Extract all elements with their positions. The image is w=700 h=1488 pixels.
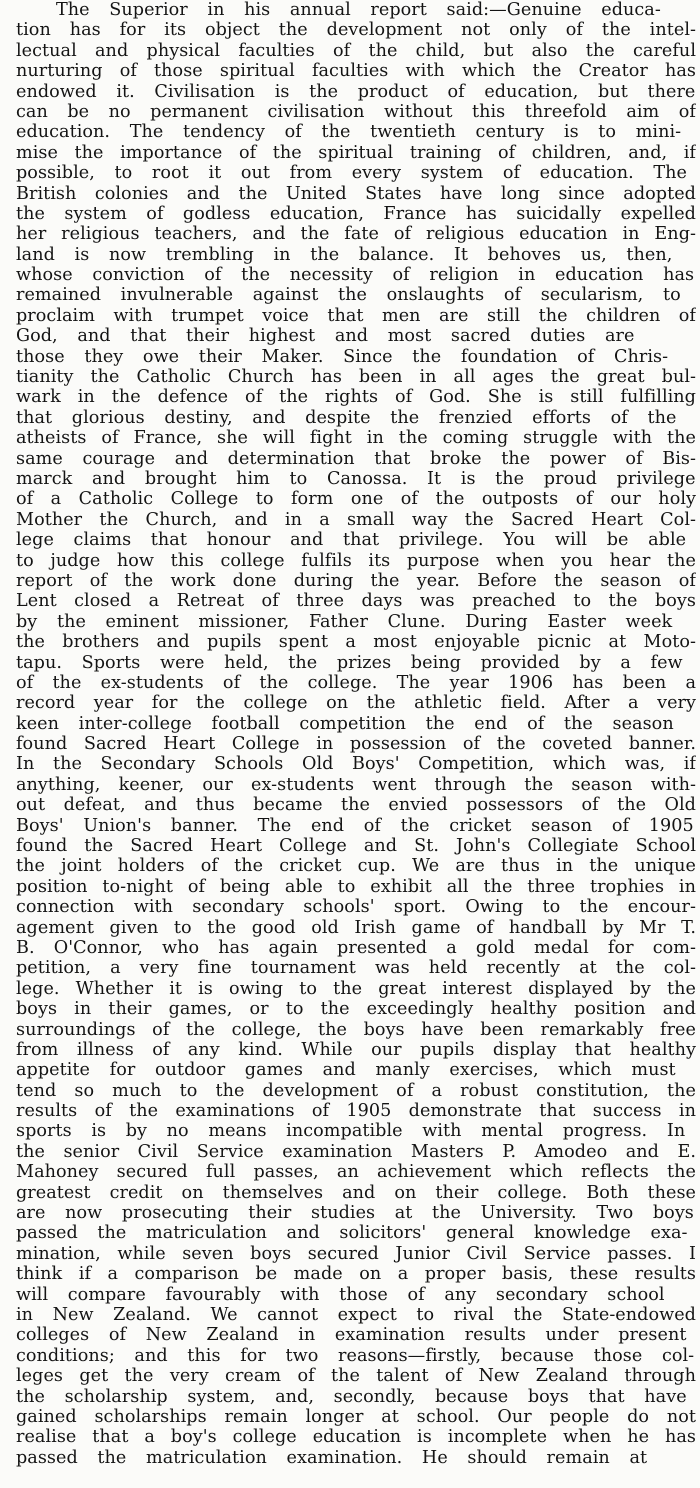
article-line: agement given to the good old Irish game of handball by Mr T. [16, 917, 696, 938]
article-column [16, 0, 696, 1468]
article-line: possible, to root it out from every system of education. The [16, 163, 687, 184]
article-line: colleges of New Zealand in examination results under present [16, 1325, 687, 1346]
article-line: the joint holders of the cricket cup. We are thus in the unique [16, 856, 696, 877]
article-line: lectual and physical faculties of the child, but also the careful [16, 40, 696, 61]
article-line: the scholarship system, and, secondly, because boys that have [16, 1386, 687, 1407]
article-line: out defeat, and thus became the envied possessors of the Old [16, 795, 696, 816]
article-line: mise the importance of the spiritual training of children, and, if [16, 142, 696, 163]
article-line: appetite for outdoor games and manly exercises, which must [16, 1060, 676, 1081]
article-line: Lent closed a Retreat of three days was preached to the boys [16, 591, 696, 612]
article-line: anything, keener, our ex-students went through the season with- [16, 774, 696, 795]
article-line: that glorious destiny, and despite the frenzied efforts of the [16, 407, 677, 428]
article-line: think if a comparison be made on a proper basis, these results [16, 1264, 696, 1285]
article-line: keen inter-college football competition the end of the season [16, 713, 674, 734]
article-line: passed the matriculation and solicitors' general knowledge exa- [16, 1223, 688, 1244]
article-line: B. O'Connor, who has again presented a gold medal for com- [16, 937, 696, 958]
article-line: gained scholarships remain longer at school. Our people do not [16, 1406, 696, 1427]
article-line: found Sacred Heart College in possession of the coveted banner. [16, 734, 696, 755]
article-line: Boys' Union's banner. The end of the cricket season of 1905 [16, 815, 694, 836]
article-line: British colonies and the United States have long since adopted [16, 183, 696, 204]
article-line: the senior Civil Service examination Masters P. Amodeo and E. [16, 1141, 696, 1162]
article-line: the brothers and pupils spent a most enjoyable picnic at Moto- [16, 632, 696, 653]
article-line: conditions; and this for two reasons—firstly, because those col- [16, 1345, 695, 1366]
article-line: realise that a boy's college education is incomplete when he has [16, 1427, 696, 1448]
article-line: her religious teachers, and the fate of religious education in Eng- [16, 224, 696, 245]
article-line: record year for the college on the athletic field. After a very [16, 693, 696, 714]
article-line: found the Sacred Heart College and St. John's Collegiate School [16, 836, 696, 857]
article-line: The Superior in his annual report said:—Genuine educa- [56, 0, 661, 20]
article-line: Mother the Church, and in a small way the Sacred Heart Col- [16, 509, 696, 530]
article-line: those they owe their Maker. Since the foundation of Chris- [16, 346, 669, 367]
article-line: wark in the defence of the rights of God. She is still fulfilling [16, 387, 696, 408]
article-line: of a Catholic College to form one of the outposts of our holy [16, 489, 696, 510]
article-line: marck and brought him to Canossa. It is the proud privilege [16, 468, 696, 489]
article-line: results of the examinations of 1905 demonstrate that success in [16, 1101, 696, 1122]
article-line: remained invulnerable against the onslaughts of secularism, to [16, 285, 681, 306]
article-line: In the Secondary Schools Old Boys' Competition, which was, if [16, 754, 696, 775]
article-line: will compare favourably with those of any secondary school [16, 1284, 665, 1305]
article-line: report of the work done during the year. Before the season of [16, 570, 696, 591]
article-line: are now prosecuting their studies at the University. Two boys [16, 1203, 694, 1224]
article-line: same courage and determination that broke the power of Bis- [16, 448, 696, 469]
article-line: Mahoney secured full passes, an achievement which reflects the [16, 1162, 696, 1183]
article-line: from illness of any kind. While our pupils display that healthy [16, 1039, 696, 1060]
article-line: by the eminent missioner, Father Clune. During Easter week [16, 611, 673, 632]
article-line: land is now trembling in the balance. It behoves us, then, [16, 244, 673, 265]
article-line: atheists of France, she will fight in the coming struggle with the [16, 428, 696, 449]
article-line: lege claims that honour and that privilege. You will be able [16, 530, 687, 551]
article-line: mination, while seven boys secured Junior Civil Service passes. I [16, 1243, 696, 1264]
article-line: leges get the very cream of the talent of New Zealand through [16, 1366, 696, 1387]
article-line: whose conviction of the necessity of religion in education has [16, 265, 695, 286]
article-line: tend so much to the development of a robust constitution, the [16, 1080, 696, 1101]
article-line: position to-night of being able to exhibit all the three trophies in [16, 876, 696, 897]
article-line: endowed it. Civilisation is the product of education, but there [16, 81, 696, 102]
article-line: the system of godless education, France has suicidally expelled [16, 203, 696, 224]
article-line: of the ex-students of the college. The year 1906 has been a [16, 672, 696, 693]
article-line: petition, a very fine tournament was held recently at the col- [16, 958, 696, 979]
article-line: sports is by no means incompatible with mental progress. In [16, 1121, 686, 1142]
article-line: God, and that their highest and most sacred duties are [16, 326, 635, 347]
article-line: can be no permanent civilisation without this threefold aim of [16, 101, 696, 122]
article-line: surroundings of the college, the boys have been remarkably free [16, 1019, 696, 1040]
article-line: lege. Whether it is owing to the great interest displayed by the [16, 978, 696, 999]
article-line: boys in their games, or to the exceedingly healthy position and [16, 999, 696, 1020]
article-line: passed the matriculation examination. He should remain at [16, 1447, 648, 1468]
article-line: tapu. Sports were held, the prizes being provided by a few [16, 652, 683, 673]
article-line: to judge how this college fulfils its purpose when you hear the [16, 550, 696, 571]
article-line: education. The tendency of the twentieth century is to mini- [16, 122, 682, 143]
article-line: tion has for its object the development not only of the intel- [16, 20, 696, 41]
article-line: greatest credit on themselves and on their college. Both these [16, 1182, 696, 1203]
article-line: connection with secondary schools' sport. Owing to the encour- [16, 897, 696, 918]
article-line: proclaim with trumpet voice that men are still the children of [16, 305, 696, 326]
article-line: tianity the Catholic Church has been in all ages the great bul- [16, 367, 696, 388]
article-line: in New Zealand. We cannot expect to rival the State-endowed [16, 1305, 696, 1325]
article-line: nurturing of those spiritual faculties with which the Creator has [16, 61, 696, 82]
